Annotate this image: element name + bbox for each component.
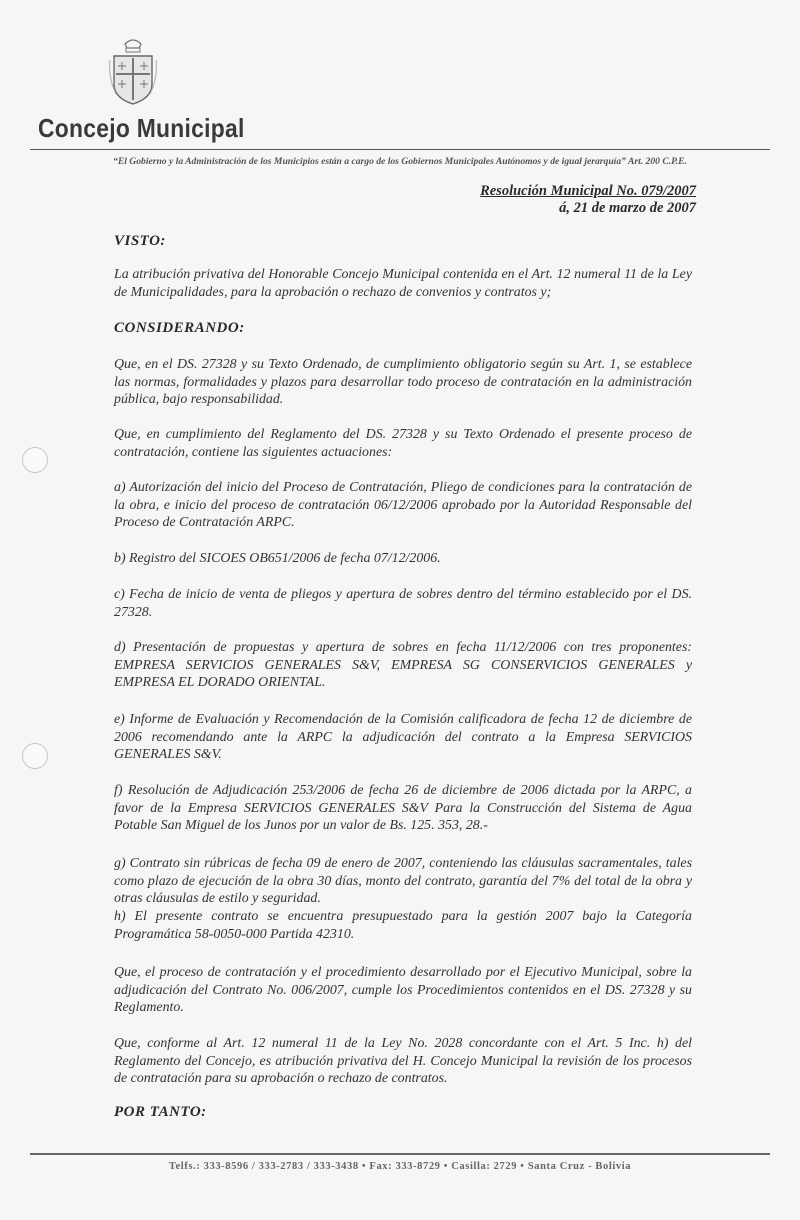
item-g: g) Contrato sin rúbricas de fecha 09 de enero de 2007, conteniendo las cláusulas sacramentales, tales como plazo de ejecución de la obra 30 días, monto del contrato, garantía del 7% del total de la obra y otras cláusulas de estilo y seguridad. xyxy=(114,856,692,906)
punch-hole xyxy=(22,447,48,473)
considerando-heading: CONSIDERANDO: xyxy=(114,320,245,336)
considerando-paragraph-4: Que, conforme al Art. 12 numeral 11 de la Ley No. 2028 concordante con el Art. 5 Inc. h) del Reglamento del Concejo, es atribución privativa del H. Concejo Municipal la revisión de los procesos de contratación para su aprobación o rechazo de contratos. xyxy=(114,1036,692,1086)
por-tanto-heading: POR TANTO: xyxy=(114,1104,207,1120)
coat-of-arms-icon xyxy=(108,34,158,106)
visto-paragraph: La atribución privativa del Honorable Concejo Municipal contenida en el Art. 12 numeral 11 de la Ley de Municipalidades, para la aprobación o rechazo de convenios y contratos y; xyxy=(114,267,692,300)
punch-hole xyxy=(22,743,48,769)
item-f: f) Resolución de Adjudicación 253/2006 de fecha 26 de diciembre de 2006 dictada por la ARPC, a favor de la Empresa SERVICIOS GENERALES S&V Para la Construcción del Sistema de Agua Potable San Miguel de los Junos por un valor de Bs. 125. 353, 28.- xyxy=(114,783,692,833)
item-d: d) Presentación de propuestas y apertura de sobres en fecha 11/12/2006 con tres proponentes: EMPRESA SERVICIOS GENERALES S&V, EMPRESA SG CONSERVICIOS GENERALES y EMPRESA EL DORADO ORIENTAL. xyxy=(114,640,692,690)
considerando-paragraph-1: Que, en el DS. 27328 y su Texto Ordenado, de cumplimiento obligatorio según su Art. 1, se establece las normas, formalidades y plazos para desarrollar todo proceso de contratación en la administración pública, bajo responsabilidad. xyxy=(114,357,692,407)
item-a: a) Autorización del inicio del Proceso de Contratación, Pliego de condiciones para la contratación de la obra, e inicio del proceso de contratación 06/12/2006 aprobado por la Autoridad Responsable del Proceso de Contratación ARPC. xyxy=(114,480,692,530)
header-motto: “El Gobierno y la Administración de los Municipios están a cargo de los Gobiernos Municipales Autónomos y de igual jerarquía” Art. 200 C.P.E. xyxy=(113,156,687,167)
footer-contact: Telfs.: 333-8596 / 333-2783 / 333-3438 • Fax: 333-8729 • Casilla: 2729 • Santa Cruz - Bolivia xyxy=(168,1161,632,1172)
item-c: c) Fecha de inicio de venta de pliegos y apertura de sobres dentro del término establecido por el DS. 27328. xyxy=(114,587,692,620)
header-divider xyxy=(30,149,770,150)
item-b: b) Registro del SICOES OB651/2006 de fecha 07/12/2006. xyxy=(114,551,441,566)
visto-heading: VISTO: xyxy=(114,233,166,249)
organization-name: Concejo Municipal xyxy=(38,113,245,143)
considerando-paragraph-2: Que, en cumplimiento del Reglamento del DS. 27328 y su Texto Ordenado el presente proceso de contratación, contiene las siguientes actuaciones: xyxy=(114,427,692,460)
resolution-date: á, 21 de marzo de 2007 xyxy=(559,200,696,216)
considerando-paragraph-3: Que, el proceso de contratación y el procedimiento desarrollado por el Ejecutivo Municipal, sobre la adjudicación del Contrato No. 006/2007, cumple los Procedimientos contenidos en el DS. 27328 y su Reglamento. xyxy=(114,965,692,1015)
resolution-title: Resolución Municipal No. 079/2007 xyxy=(480,183,696,199)
item-e: e) Informe de Evaluación y Recomendación de la Comisión calificadora de fecha 12 de diciembre de 2006 recomendando ante la ARPC la adjudicación del contrato a la Empresa SERVICIOS GENERALES S&V. xyxy=(114,712,692,762)
item-h: h) El presente contrato se encuentra presupuestado para la gestión 2007 bajo la Categoría Programática 58-0050-000 Partida 42310. xyxy=(114,909,692,942)
footer-divider xyxy=(30,1153,770,1155)
